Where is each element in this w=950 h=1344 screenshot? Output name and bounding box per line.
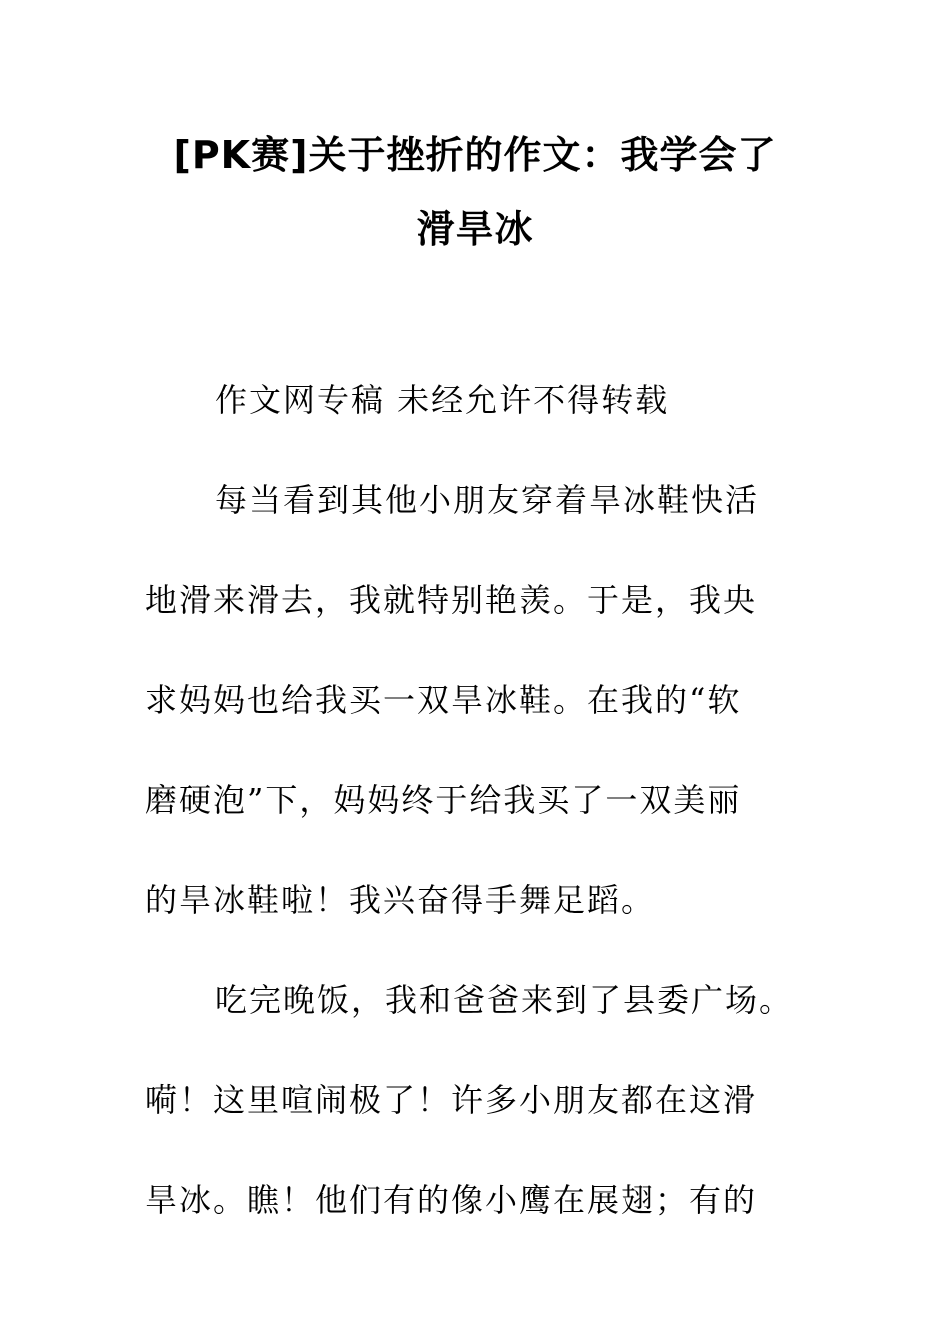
- paragraph-1-line-3: 求妈妈也给我买一双旱冰鞋。在我的“软: [145, 681, 742, 719]
- paragraph-1-line-1: 每当看到其他小朋友穿着旱冰鞋快活: [215, 481, 760, 519]
- paragraph-1-line-4: 磨硬泡”下，妈妈终于给我买了一双美丽: [145, 781, 742, 819]
- paragraph-2-line-1: 吃完晚饭，我和爸爸来到了县委广场。: [215, 981, 794, 1019]
- paragraph-1-line-2: 地滑来滑去，我就特别艳羡。于是，我央: [145, 581, 758, 619]
- title-line-2: 滑旱冰: [416, 207, 534, 251]
- paragraph-1-line-5: 的旱冰鞋啦！我兴奋得手舞足蹈。: [145, 881, 656, 919]
- paragraph-2-line-2: 嗬！这里喧闹极了！许多小朋友都在这滑: [145, 1081, 758, 1119]
- title-line-1: [PK赛]关于挫折的作文：我学会了: [173, 133, 777, 177]
- notice-line: 作文网专稿 未经允许不得转载: [215, 381, 670, 419]
- paragraph-2-line-3: 旱冰。瞧！他们有的像小鹰在展翅；有的: [145, 1181, 758, 1219]
- document-title: [120, 118, 830, 266]
